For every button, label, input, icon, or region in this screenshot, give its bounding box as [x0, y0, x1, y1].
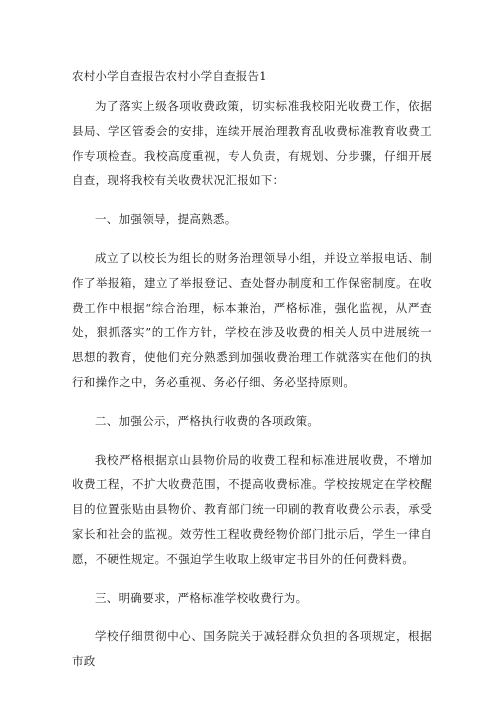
document-title: 农村小学自查报告农村小学自查报告1	[72, 69, 267, 83]
section-1-heading: 一、加强领导，提高熟悉。	[95, 212, 237, 227]
section-3-heading: 三、明确要求，严格标准学校收费行为。	[95, 590, 308, 605]
section-3-body: 学校仔细贯彻中心、国务院关于减轻群众负担的各项规定，根据市政	[72, 629, 432, 669]
section-2-body: 我校严格根据京山县物价局的收费工程和标准进展收费，不增加收费工程，不扩大收费范围，不提高收费标准。学校按规定在学校醒目的位置张贴由县物价、教育部门统一印刷的教育收费公示表，承受家长和社会的监视。效劳性工程收费经物价部门批示后，学生一律自愿，不硬性规定。不强迫学生收取上级审定书目外的任何费料费。	[72, 452, 432, 566]
section-2-heading: 二、加强公示，严格执行收费的各项政策。	[95, 413, 320, 428]
section-1-body: 成立了以校长为组长的财务治理领导小组，并设立举报电话、制作了举报箱，建立了举报登记、查处督办制度和工作保密制度。在收费工作中根据“综合治理，标本兼治，严格标准，强化监视，从严查处，狠抓落实”的工作方针，学校在涉及收费的相关人员中进展统一思想的教育，使他们充分熟悉到加强收费治理工作就落实在他们的执行和操作之中，务必重视、务必仔细、务必坚持原则。	[72, 250, 432, 389]
intro-paragraph: 为了落实上级各项收费政策，切实标准我校阳光收费工作，依据县局、学区管委会的安排，连续开展治理教育乱收费标准教育收费工作专项检查。我校高度重视，专人负责，有规划、分步骤，仔细开展自查，现将我校有关收费状况汇报如下：	[72, 99, 432, 188]
document-body	[72, 94, 432, 688]
